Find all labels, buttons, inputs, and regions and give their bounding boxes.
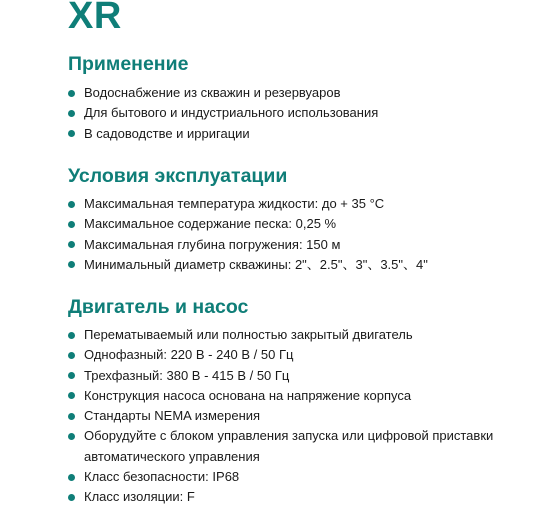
list-item-text: Максимальная температура жидкости: до + 35 °С <box>84 196 385 211</box>
list-item <box>68 366 548 386</box>
list-item <box>68 103 548 123</box>
list-item <box>68 487 548 507</box>
bullet-icon <box>68 494 75 501</box>
list-item <box>68 83 548 103</box>
bullet-icon <box>68 261 75 268</box>
bullet-icon <box>68 474 75 481</box>
list-item-text: Оборудуйте с блоком управления запуска или цифровой приставки автоматического управления <box>84 428 494 464</box>
list-item <box>68 124 548 144</box>
list-item-text: Перематываемый или полностью закрытый двигатель <box>84 327 413 342</box>
bullet-icon <box>68 332 75 339</box>
application-list <box>68 83 548 144</box>
list-item <box>68 345 548 365</box>
bullet-icon <box>68 110 75 117</box>
bullet-icon <box>68 352 75 359</box>
list-item <box>68 255 548 275</box>
section-heading-application: Применение <box>68 53 189 75</box>
product-title: XR <box>68 0 122 37</box>
bullet-icon <box>68 90 75 97</box>
list-item-text: Стандарты NEMA измерения <box>84 408 261 424</box>
list-item <box>68 467 548 487</box>
list-item <box>68 325 548 345</box>
bullet-icon <box>68 241 75 248</box>
list-item-text: Конструкция насоса основана на напряжение корпуса <box>84 387 412 403</box>
bullet-icon <box>68 372 75 379</box>
list-item-text: В садоводстве и ирригации <box>84 125 250 141</box>
list-item-text: Однофазный: 220 В - 240 В / 50 Гц <box>84 347 294 363</box>
list-item <box>68 194 548 214</box>
list-item <box>68 214 548 234</box>
list-item <box>68 235 548 255</box>
list-item-text: Максимальное содержание песка: 0,25 % <box>84 216 337 232</box>
bullet-icon <box>68 433 75 440</box>
list-item-text: Класс безопасности: IP68 <box>84 469 240 485</box>
bullet-icon <box>68 201 75 208</box>
list-item-text: Максимальная глубина погружения: 150 м <box>84 236 341 252</box>
bullet-icon <box>68 413 75 420</box>
list-item-text: Класс изоляции: F <box>84 489 195 505</box>
list-item-text: Водоснабжение из скважин и резервуаров <box>84 85 341 100</box>
list-item-text: Минимальный диаметр скважины: 2"、2.5"、3"、3.5"、4" <box>84 256 428 272</box>
bullet-icon <box>68 392 75 399</box>
section-heading-operating-conditions: Условия эксплуатации <box>68 165 288 187</box>
list-item <box>68 406 548 426</box>
list-item <box>68 426 548 467</box>
bullet-icon <box>68 221 75 228</box>
section-heading-motor-and-pump: Двигатель и насос <box>68 296 249 318</box>
operating-conditions-list <box>68 194 548 275</box>
bullet-icon <box>68 130 75 137</box>
list-item <box>68 386 548 406</box>
list-item-text: Для бытового и индустриального использования <box>84 105 379 121</box>
list-item-text: Трехфазный: 380 В - 415 В / 50 Гц <box>84 367 290 383</box>
motor-and-pump-list <box>68 325 548 508</box>
